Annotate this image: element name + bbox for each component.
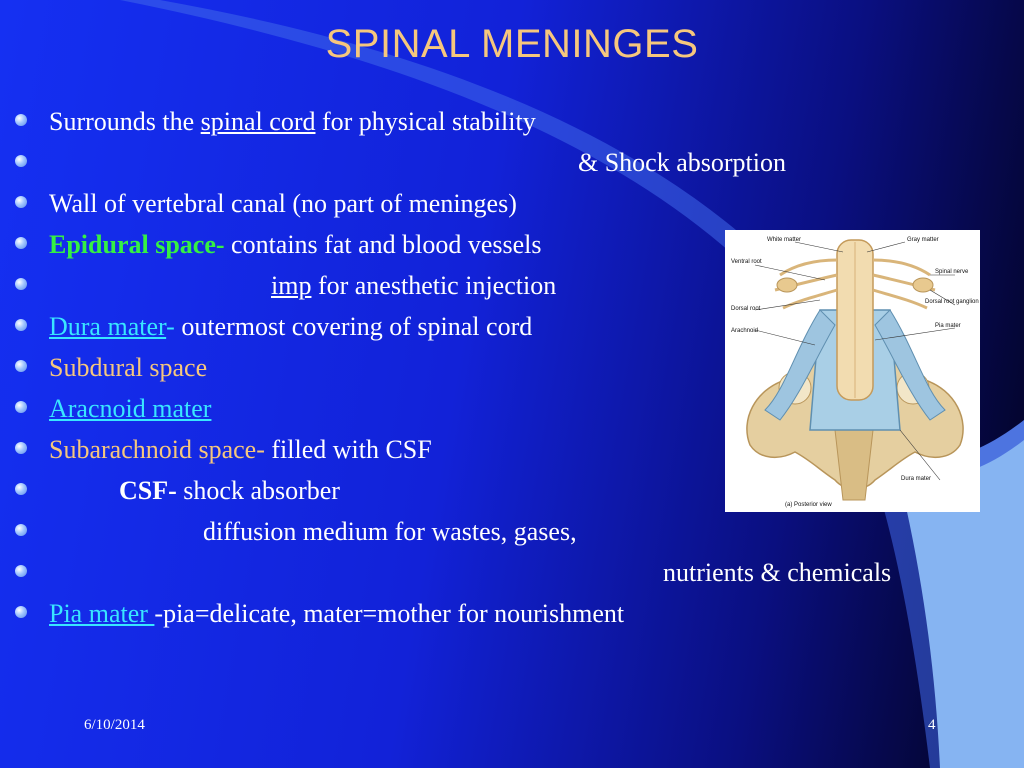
label-spinal-nerve: Spinal nerve [935, 269, 969, 275]
bullet-icon [15, 237, 27, 249]
subarachnoid-space-term: Subarachnoid space- [49, 435, 265, 464]
label-dorsal-root: Dorsal root [731, 306, 761, 312]
bullet-icon [15, 483, 27, 495]
bullet-icon [15, 401, 27, 413]
footer-date: 6/10/2014 [84, 717, 145, 733]
bullet-icon [15, 278, 27, 290]
bullet-icon [15, 442, 27, 454]
epidural-space-term: Epidural space- [49, 230, 225, 259]
bullet-row [0, 183, 1024, 224]
aracnoid-mater-link[interactable]: Aracnoid mater [49, 394, 212, 423]
label-dorsal-root-ganglion: Dorsal root ganglion [925, 299, 979, 305]
label-pia-mater: Pia mater [935, 323, 961, 329]
dura-mater-link[interactable]: Dura mater [49, 312, 167, 341]
bullet-icon [15, 155, 27, 167]
bullet-text: diffusion medium for wastes, gases, [203, 517, 577, 546]
bullet-text: Subarachnoid space- filled with CSF [49, 435, 432, 464]
bullet-icon [15, 360, 27, 372]
spinal-cord-link[interactable]: spinal cord [200, 107, 316, 136]
label-ventral-root: Ventral root [731, 259, 762, 265]
bullet-icon [15, 114, 27, 126]
bullet-icon [15, 606, 27, 618]
bullet-icon [15, 196, 27, 208]
label-gray-matter: Gray matter [907, 237, 939, 243]
bullet-icon [15, 565, 27, 577]
figure-caption: (a) Posterior view [785, 502, 832, 508]
bullet-text: nutrients & chemicals [663, 558, 892, 587]
bullet-icon [15, 524, 27, 536]
bullet-text: Dura mater- outermost covering of spinal cord [49, 312, 533, 341]
bullet-row [0, 552, 1024, 593]
bullet-row [0, 101, 1024, 142]
imp-link[interactable]: imp [271, 271, 312, 300]
bullet-text: imp for anesthetic injection [271, 271, 557, 300]
spinal-cord-illustration [725, 230, 980, 512]
bullet-text: Epidural space- contains fat and blood vessels [49, 230, 542, 259]
bullet-row [0, 593, 1024, 634]
csf-term: CSF- [119, 476, 177, 505]
label-white-matter: White matter [767, 237, 802, 243]
label-dura-mater: Dura mater [901, 476, 932, 482]
spinal-cord-diagram [725, 230, 980, 512]
bullet-row [0, 142, 1024, 183]
slide-title: SPINAL MENINGES [325, 22, 699, 66]
bullet-text: Surrounds the spinal cord for physical stability [49, 107, 536, 136]
footer-page-number: 4 [928, 717, 936, 733]
bullet-row [0, 511, 1024, 552]
subdural-space-term: Subdural space [49, 353, 208, 382]
bullet-icon [15, 319, 27, 331]
bullet-text: Wall of vertebral canal (no part of meninges) [49, 189, 517, 218]
bullet-text: CSF- shock absorber [119, 476, 340, 505]
bullet-text: Pia mater -pia=delicate, mater=mother for nourishment [49, 599, 625, 628]
pia-mater-link[interactable]: Pia mater [49, 599, 155, 628]
label-arachnoid: Arachnoid [731, 328, 759, 334]
bullet-text: & Shock absorption [578, 148, 786, 177]
